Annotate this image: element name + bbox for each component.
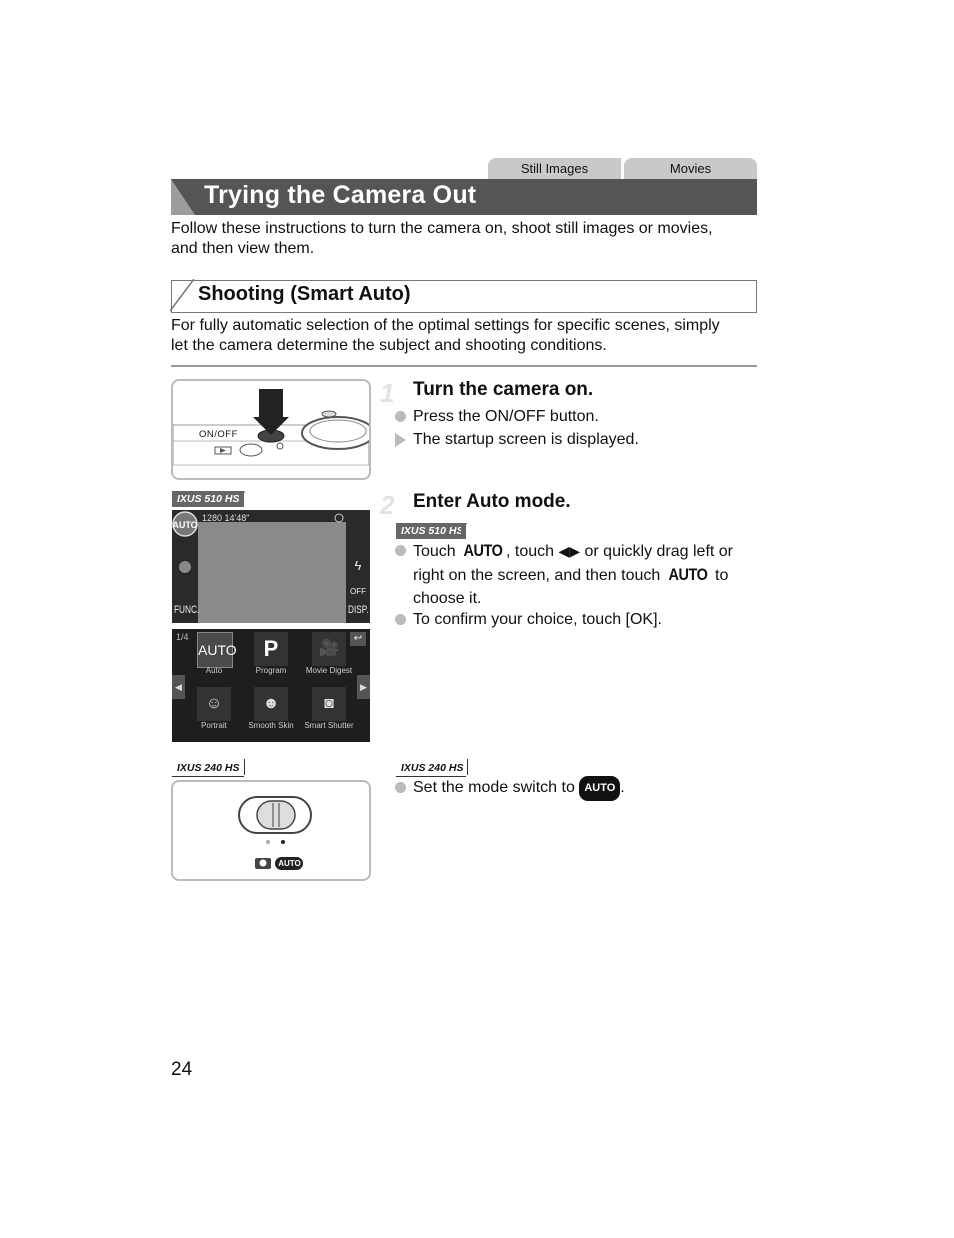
result-arrow-icon (395, 433, 406, 447)
model-badge-240-label: IXUS 240 HS (177, 762, 240, 774)
text-set-switch: Set the mode switch to (413, 779, 575, 796)
back-icon[interactable]: ↩ (350, 632, 366, 646)
step-1-bullet-2: The startup screen is displayed. (413, 431, 639, 448)
step-2-bullet-1-line-3: choose it. (413, 590, 482, 607)
section-heading-box (171, 280, 757, 313)
on-off-label: ON/OFF (199, 429, 238, 440)
menu-prev-arrow-icon[interactable]: ◀ (172, 675, 185, 699)
badge-corner (239, 491, 245, 507)
step-number-1: 1 (380, 378, 395, 408)
page-title-bar (171, 179, 757, 215)
text-period: . (620, 779, 625, 796)
mode-auto-icon[interactable]: AUTO (197, 632, 233, 668)
camera-top-illustration (171, 379, 371, 480)
func-button[interactable]: FUNC. (174, 604, 200, 616)
step-1-bullet-1: Press the ON/OFF button. (413, 408, 599, 425)
screen-1-icons (172, 510, 370, 623)
model-badge-510-inline-label: IXUS 510 HS (401, 525, 464, 537)
auto-mode-icon: AUTO (463, 541, 503, 560)
mode-label-smooth-skin: Smooth Skin (248, 721, 294, 730)
svg-text:AUTO: AUTO (172, 520, 198, 530)
text-touch-2: , touch (506, 543, 555, 560)
auto-mode-icon: AUTO (668, 565, 708, 584)
model-badge-510-label: IXUS 510 HS (177, 493, 240, 505)
step-2-bullet-1 (413, 539, 758, 610)
intro-text (171, 219, 761, 259)
bullet-dot-icon (395, 782, 406, 793)
model-badge-240-inline-label: IXUS 240 HS (401, 762, 464, 774)
model-badge-510 (172, 491, 244, 507)
screen-status-readout: 1280 14'48" (202, 513, 250, 523)
menu-page-indicator: 1/4 (176, 632, 189, 642)
text-touch: Touch (413, 543, 456, 560)
intro-line-2: and then view them. (171, 240, 315, 257)
camera-screen-shooting (172, 510, 370, 623)
bullet-dot-icon (395, 545, 406, 556)
step-2-heading: Enter Auto mode. (413, 491, 571, 512)
section-line-1: For fully automatic selection of the optimal settings for specific scenes, simply (171, 317, 720, 334)
mode-label-smart-shutter: Smart Shutter (304, 721, 354, 730)
badge-corner (461, 759, 468, 775)
left-right-arrows-icon: ◀▶ (558, 543, 581, 559)
intro-line-1: Follow these instructions to turn the camera on, shoot still images or movies, (171, 220, 713, 237)
step-2-bullet-2: To confirm your choice, touch [OK]. (413, 611, 662, 628)
badge-corner (461, 523, 467, 539)
step-1-heading: Turn the camera on. (413, 379, 594, 400)
badge-corner (238, 759, 245, 775)
title-accent (171, 179, 195, 215)
heading-slash-icon (170, 279, 196, 313)
text-right-on-screen: right on the screen, and then touch (413, 567, 661, 584)
step-number-2: 2 (380, 490, 395, 520)
text-to: to (715, 567, 729, 584)
svg-text:OFF: OFF (350, 587, 366, 596)
tab-movies[interactable]: Movies (624, 158, 757, 179)
mode-movie-digest-icon[interactable]: 🎥 (312, 632, 346, 666)
page-number: 24 (171, 1059, 193, 1080)
step-2-bullet-1-line-1 (413, 539, 758, 563)
mode-label-program: Program (255, 666, 287, 675)
disp-button[interactable]: DISP. (348, 604, 369, 616)
mode-program-icon[interactable]: P (254, 632, 288, 666)
section-heading: Shooting (Smart Auto) (198, 283, 411, 305)
mode-label-portrait: Portrait (201, 721, 227, 730)
text-drag: or quickly drag left or (584, 543, 734, 560)
mode-switch-illustration (171, 780, 371, 881)
model-badge-240-inline (396, 760, 466, 777)
mode-switch-drawing (173, 782, 369, 879)
model-badge-510-inline (396, 523, 466, 539)
bullet-dot-icon (395, 411, 406, 422)
bullet-dot-icon (395, 614, 406, 625)
mode-label-movie-digest: Movie Digest (305, 666, 353, 675)
menu-next-arrow-icon[interactable]: ▶ (357, 675, 370, 699)
divider (171, 365, 757, 367)
section-line-2: let the camera determine the subject and shooting conditions. (171, 337, 607, 354)
tab-still-images[interactable]: Still Images (488, 158, 621, 179)
step-2-bullet-3 (413, 776, 625, 801)
auto-badge-icon: AUTO (579, 776, 620, 801)
mode-portrait-icon[interactable]: ☺ (197, 687, 231, 721)
mode-smart-shutter-icon[interactable]: ◙ (312, 687, 346, 721)
camera-screen-mode-menu (172, 629, 370, 742)
section-text (171, 316, 761, 356)
page-title: Trying the Camera Out (204, 181, 477, 209)
mode-label-auto: Auto (205, 666, 223, 675)
mode-smooth-skin-icon[interactable]: ☻ (254, 687, 288, 721)
model-badge-240 (172, 760, 244, 777)
svg-text:ϟ: ϟ (354, 558, 362, 573)
switch-auto-label: AUTO (278, 859, 301, 868)
step-2-bullet-1-line-2 (413, 563, 758, 587)
